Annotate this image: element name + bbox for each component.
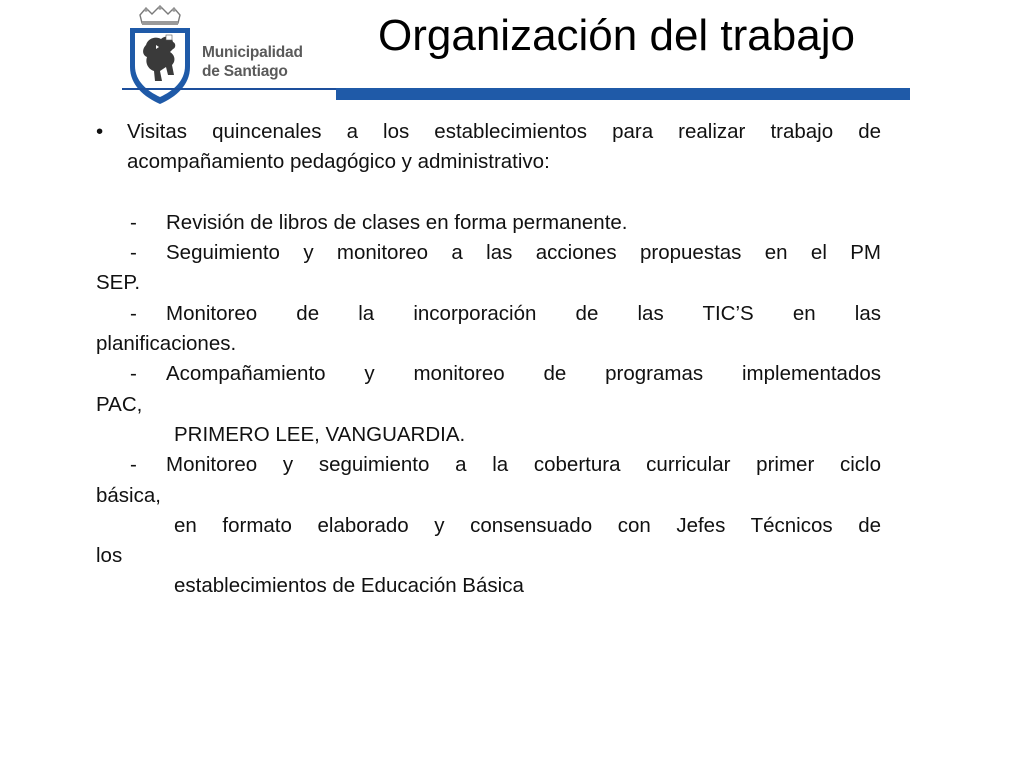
list-item-continuation: planificaciones. bbox=[96, 332, 237, 356]
dash-marker: - bbox=[130, 301, 137, 325]
list-item bbox=[96, 450, 881, 480]
list-item-continuation: PRIMERO LEE, VANGUARDIA. bbox=[174, 422, 466, 446]
list-item-continuation: establecimientos de Educación Básica bbox=[174, 574, 524, 598]
list-item-text: Acompañamiento y monitoreo de programas implementados bbox=[166, 362, 881, 386]
bullet-item bbox=[96, 117, 881, 178]
list-item-text: Monitoreo de la incorporación de las TIC’S en las bbox=[166, 301, 881, 325]
dash-marker: - bbox=[130, 362, 137, 386]
spacer bbox=[96, 178, 881, 208]
slide-title: Organización del trabajo bbox=[378, 11, 855, 60]
list-item bbox=[96, 208, 881, 238]
dash-marker: - bbox=[130, 210, 137, 234]
bullet-icon: • bbox=[96, 120, 104, 143]
logo-line-2: de Santiago bbox=[202, 63, 288, 80]
bullet-text: Visitas quincenales a los establecimientos para realizar trabajo de acompañamiento pedagógico y administrativo: bbox=[127, 120, 881, 174]
municipal-logo bbox=[122, 5, 336, 107]
list-item-continuation: PAC, bbox=[96, 392, 143, 416]
list-item bbox=[96, 238, 881, 268]
list-item-continuation: los bbox=[96, 544, 123, 568]
dash-marker: - bbox=[130, 241, 137, 265]
coat-of-arms-icon bbox=[126, 5, 194, 105]
slide-body bbox=[96, 117, 881, 602]
list-item-continuation: en formato elaborado y consensuado con Jefes Técnicos de bbox=[174, 513, 881, 537]
list-item-text: Revisión de libros de clases en forma permanente. bbox=[166, 210, 628, 234]
list-item-continuation: SEP. bbox=[96, 271, 141, 295]
list-item bbox=[96, 299, 881, 329]
list-item-continuation: básica, bbox=[96, 483, 161, 507]
logo-line-1: Municipalidad bbox=[202, 44, 303, 61]
dash-marker: - bbox=[130, 453, 137, 477]
list-item-text: Monitoreo y seguimiento a la cobertura curricular primer ciclo bbox=[166, 453, 881, 477]
list-item bbox=[96, 359, 881, 389]
header-rule bbox=[336, 88, 910, 100]
list-item-text: Seguimiento y monitoreo a las acciones propuestas en el PM bbox=[166, 241, 881, 265]
logo-wordmark bbox=[202, 43, 303, 81]
